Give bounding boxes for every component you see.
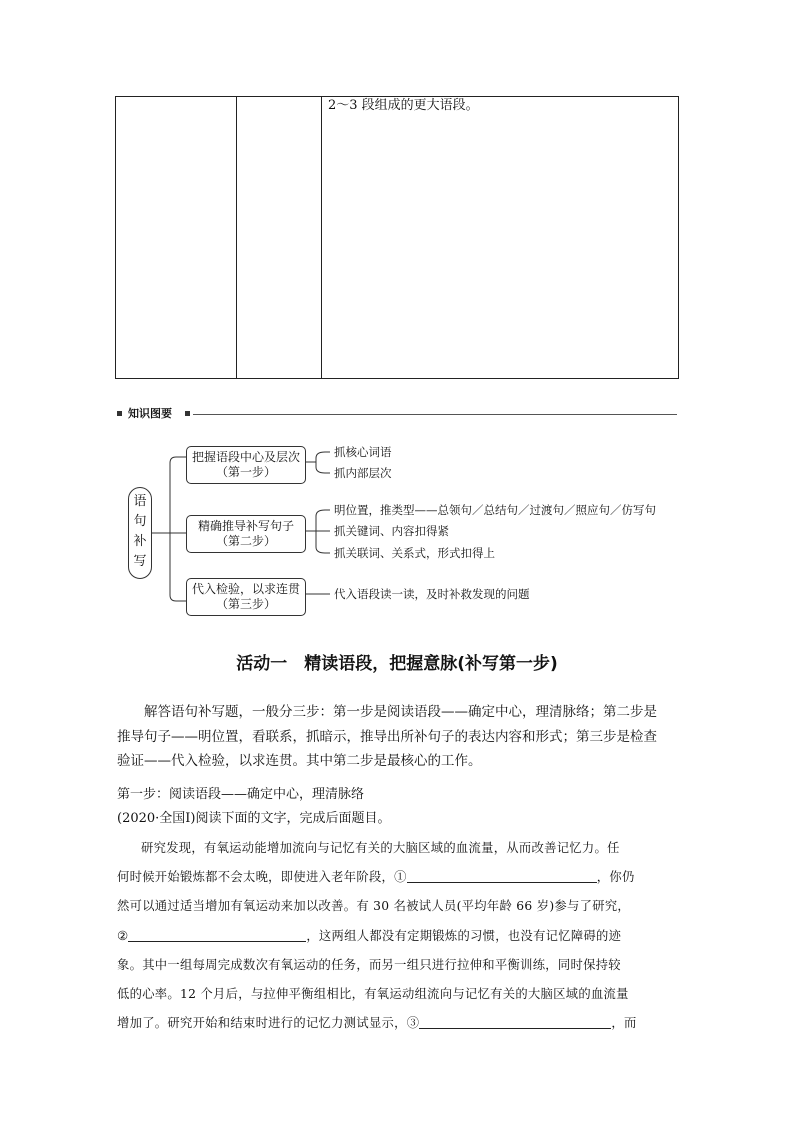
step-title: 代入检验，以求连贯 [191, 582, 300, 596]
passage-line: 增加了。研究开始和结束时进行的记忆力测试显示，③ ，而 [117, 1016, 637, 1031]
root-char: 语 [133, 494, 147, 509]
connector-step1-leaves [316, 452, 330, 473]
table-column-divider [321, 97, 322, 378]
mindmap-leaf: 明位置，推类型——总领句／总结句／过渡句／照应句／仿写句 [334, 503, 656, 517]
step-label: 第一步：阅读语段——确定中心，理清脉络 [117, 787, 365, 802]
blank-marker-2: ② [117, 928, 129, 943]
mindmap-leaf: 抓核心词语 [334, 445, 392, 459]
answer-blank-2[interactable] [128, 927, 306, 942]
step-number: （第三步） [215, 597, 276, 611]
mindmap-leaf: 代入语段读一读，及时补救发现的问题 [334, 587, 530, 601]
passage-line: 然可以通过适当增加有氧运动来加以改善。有 30 名被试人员(平均年龄 66 岁)参与了研究， [117, 899, 631, 914]
passage-line: 低的心率。12 个月后，与拉伸平衡组相比，有氧运动组流向与记忆有关的大脑区域的血流量 [117, 987, 629, 1002]
mindmap-step-3 [186, 578, 306, 616]
answer-blank-1[interactable] [407, 868, 597, 883]
step-number: （第一步） [215, 465, 276, 479]
connector-branch [170, 457, 186, 601]
section-header [117, 406, 677, 422]
mindmap-root [128, 487, 152, 579]
intro-line: 验证——代入检验，以求连贯。其中第二步是最核心的工作。 [117, 753, 482, 769]
square-bullet-icon [185, 411, 190, 416]
intro-line: 推导句子——明位置，看联系，抓暗示，推导出所补句子的表达内容和形式；第三步是检查 [117, 728, 657, 745]
intro-line: 解答语句补写题，一般分三步：第一步是阅读语段——确定中心，理清脉络；第二步是 [144, 704, 657, 720]
step-number: （第二步） [215, 534, 276, 548]
table-column-divider [236, 97, 237, 378]
mindmap-leaf: 抓内部层次 [334, 466, 392, 480]
passage-line: 研究发现，有氧运动能增加流向与记忆有关的大脑区域的血流量，从而改善记忆力。任 [141, 841, 620, 855]
mindmap-leaf: 抓关键词、内容扣得紧 [334, 524, 449, 538]
answer-blank-3[interactable] [419, 1014, 611, 1029]
mindmap-leaf: 抓关联词、关系式，形式扣得上 [334, 546, 495, 560]
content-table [115, 96, 679, 379]
mindmap-step-2 [186, 515, 306, 553]
reading-passage [117, 834, 679, 1038]
table-cell-text: 2～3 段组成的更大语段。 [328, 98, 479, 113]
section-rule [193, 414, 677, 415]
blank-marker-1: ① [394, 870, 407, 885]
root-char: 写 [133, 554, 147, 569]
root-char: 句 [133, 514, 147, 529]
step-title: 精确推导补写句子 [197, 519, 294, 533]
root-char: 补 [133, 534, 147, 549]
activity-title: 活动一 精读语段，把握意脉(补写第一步) [236, 654, 558, 674]
square-bullet-icon [117, 411, 122, 416]
step-title: 把握语段中心及层次 [191, 450, 300, 464]
blank-marker-3: ③ [406, 1016, 420, 1031]
question-source: (2020·全国Ⅰ)阅读下面的文字，完成后面题目。 [117, 811, 391, 826]
intro-paragraph [117, 700, 677, 774]
mindmap-step-1 [186, 446, 306, 484]
passage-line: 何时候开始锻炼都不会太晚，即使进入老年阶段，① ，你仍 [117, 870, 635, 885]
section-title: 知识图要 [128, 407, 172, 420]
connector-step2-leaves [316, 510, 330, 553]
passage-line: ② ，这两组人都没有定期锻炼的习惯，也没有记忆障碍的迹 [117, 928, 622, 943]
passage-line: 象。其中一组每周完成数次有氧运动的任务，而另一组只进行拉伸和平衡训练，同时保持较 [117, 957, 621, 972]
